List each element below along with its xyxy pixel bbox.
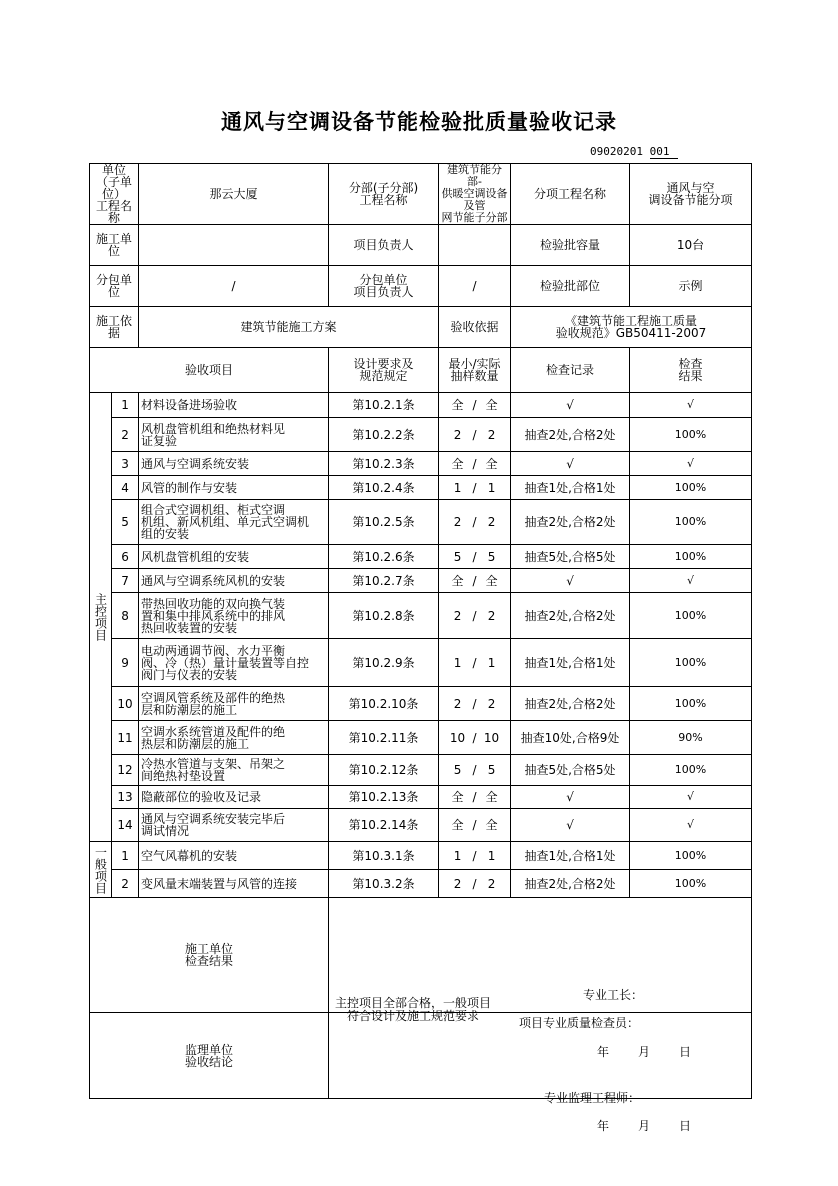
item-sample: 5 / 5 (439, 755, 511, 786)
item-record: 抽查2处,合格2处 (511, 593, 630, 639)
item-name: 风机盘管机组的安装 (139, 545, 329, 569)
item-result: 90% (630, 721, 752, 755)
sub-value: / (139, 266, 329, 307)
item-clause: 第10.2.6条 (329, 545, 439, 569)
item-sample: 1 / 1 (439, 476, 511, 500)
part-value: 示例 (630, 266, 752, 307)
unit-value: 那云大厦 (139, 164, 329, 225)
item-no: 7 (112, 569, 139, 593)
item-name: 组合式空调机组、柜式空调 机组、新风机组、单元式空调机 组的安装 (139, 500, 329, 545)
table-row (90, 786, 752, 809)
construction-check-area (329, 898, 752, 1059)
header-result: 检查 结果 (630, 348, 752, 393)
item-no: 1 (112, 842, 139, 870)
construction-conclusion: 主控项目全部合格，一般项目 符合设计及施工规范要求 (335, 996, 492, 1023)
pm-label: 项目负责人 (329, 225, 439, 266)
item-record: √ (511, 452, 630, 476)
supervision-label: 监理单位 验收结论 (90, 1013, 329, 1099)
sub-label: 分包单位 (90, 266, 139, 307)
acceptance-form (89, 163, 752, 1133)
item-result: 100% (630, 418, 752, 452)
item-record: 抽查2处,合格2处 (511, 500, 630, 545)
header-record: 检查记录 (511, 348, 630, 393)
item-clause: 第10.2.11条 (329, 721, 439, 755)
supervision-month: 月 (638, 1118, 651, 1133)
item-name: 通风与空调系统安装完毕后 调试情况 (139, 809, 329, 842)
item-sample: 全 / 全 (439, 393, 511, 418)
pm-value (439, 225, 511, 266)
unit-label: 单位（子单位） 工程名称 (90, 164, 139, 225)
constructor-label: 施工单位 (90, 225, 139, 266)
code-suffix: 001 (650, 145, 678, 159)
sub-pm-label: 分包单位 项目负责人 (329, 266, 439, 307)
item-result: 100% (630, 755, 752, 786)
item-result: 100% (630, 639, 752, 687)
item-clause: 第10.2.2条 (329, 418, 439, 452)
item-sample: 全 / 全 (439, 786, 511, 809)
item-name: 带热回收功能的双向换气装 置和集中排风系统中的排风 热回收装置的安装 (139, 593, 329, 639)
subitem-label: 分项工程名称 (511, 164, 630, 225)
item-sample: 5 / 5 (439, 545, 511, 569)
construction-year: 年 (597, 1045, 610, 1059)
construction-month: 月 (638, 1045, 651, 1059)
table-row (90, 452, 752, 476)
construction-day: 日 (679, 1045, 692, 1059)
subitem-value: 通风与空 调设备节能分项 (630, 164, 752, 225)
table-row (90, 687, 752, 721)
table-row (90, 721, 752, 755)
division-label: 分部(子分部) 工程名称 (329, 164, 439, 225)
basis-value: 建筑节能施工方案 (139, 307, 439, 348)
item-no: 1 (112, 393, 139, 418)
item-clause: 第10.2.1条 (329, 393, 439, 418)
inspector-label: 项目专业质量检查员： (519, 1016, 640, 1030)
item-clause: 第10.2.10条 (329, 687, 439, 721)
header-item: 验收项目 (90, 348, 329, 393)
item-no: 14 (112, 809, 139, 842)
item-name: 空气风幕机的安装 (139, 842, 329, 870)
item-sample: 1 / 1 (439, 639, 511, 687)
header-sample: 最小/实际 抽样数量 (439, 348, 511, 393)
item-record: √ (511, 569, 630, 593)
item-clause: 第10.2.7条 (329, 569, 439, 593)
basis-label: 施工依据 (90, 307, 139, 348)
item-clause: 第10.2.14条 (329, 809, 439, 842)
item-clause: 第10.2.9条 (329, 639, 439, 687)
general-item-label: 一般项目 (90, 842, 112, 898)
table-row (90, 418, 752, 452)
table-row (90, 500, 752, 545)
item-clause: 第10.2.8条 (329, 593, 439, 639)
item-name: 电动两通调节阀、水力平衡 阀、冷（热）量计量装置等自控 阀门与仪表的安装 (139, 639, 329, 687)
item-record: √ (511, 393, 630, 418)
item-name: 风管的制作与安装 (139, 476, 329, 500)
item-result: 100% (630, 842, 752, 870)
table-row (90, 639, 752, 687)
main-control-label: 主控项目 (90, 393, 112, 842)
item-record: 抽查2处,合格2处 (511, 870, 630, 898)
item-result: √ (630, 569, 752, 593)
item-no: 8 (112, 593, 139, 639)
item-result: 100% (630, 593, 752, 639)
item-no: 6 (112, 545, 139, 569)
record-code (590, 145, 678, 159)
item-sample: 2 / 2 (439, 870, 511, 898)
table-row (90, 755, 752, 786)
item-record: 抽查2处,合格2处 (511, 418, 630, 452)
item-result: √ (630, 809, 752, 842)
item-no: 10 (112, 687, 139, 721)
item-clause: 第10.2.5条 (329, 500, 439, 545)
item-name: 通风与空调系统安装 (139, 452, 329, 476)
item-record: √ (511, 809, 630, 842)
item-clause: 第10.2.4条 (329, 476, 439, 500)
capacity-label: 检验批容量 (511, 225, 630, 266)
item-result: 100% (630, 545, 752, 569)
item-no: 2 (112, 418, 139, 452)
item-clause: 第10.2.3条 (329, 452, 439, 476)
code-prefix: 09020201 (590, 145, 643, 158)
page-title: 通风与空调设备节能检验批质量验收记录 (221, 110, 617, 134)
table-row (90, 842, 752, 870)
item-no: 5 (112, 500, 139, 545)
item-record: 抽查2处,合格2处 (511, 687, 630, 721)
constructor-value (139, 225, 329, 266)
item-name: 隐蔽部位的验收及记录 (139, 786, 329, 809)
item-name: 空调水系统管道及配件的绝 热层和防潮层的施工 (139, 721, 329, 755)
item-name: 变风量末端装置与风管的连接 (139, 870, 329, 898)
item-result: 100% (630, 500, 752, 545)
item-no: 11 (112, 721, 139, 755)
item-sample: 2 / 2 (439, 593, 511, 639)
table-row (90, 593, 752, 639)
item-no: 13 (112, 786, 139, 809)
engineer-label: 专业监理工程师： (544, 1090, 641, 1105)
item-name: 材料设备进场验收 (139, 393, 329, 418)
item-result: 100% (630, 687, 752, 721)
item-sample: 10 / 10 (439, 721, 511, 755)
item-record: 抽查1处,合格1处 (511, 639, 630, 687)
table-row (90, 476, 752, 500)
item-no: 12 (112, 755, 139, 786)
item-sample: 全 / 全 (439, 809, 511, 842)
header-design: 设计要求及 规范规定 (329, 348, 439, 393)
item-no: 9 (112, 639, 139, 687)
item-result: √ (630, 786, 752, 809)
capacity-value: 10台 (630, 225, 752, 266)
item-sample: 全 / 全 (439, 569, 511, 593)
item-sample: 2 / 2 (439, 687, 511, 721)
item-record: √ (511, 786, 630, 809)
table-row (90, 809, 752, 842)
item-result: √ (630, 452, 752, 476)
item-clause: 第10.3.2条 (329, 870, 439, 898)
item-sample: 1 / 1 (439, 842, 511, 870)
item-clause: 第10.2.13条 (329, 786, 439, 809)
item-no: 4 (112, 476, 139, 500)
item-clause: 第10.3.1条 (329, 842, 439, 870)
item-name: 冷热水管道与支架、吊架之 间绝热衬垫设置 (139, 755, 329, 786)
acc-basis-label: 验收依据 (439, 307, 511, 348)
acc-basis-value: 《建筑节能工程施工质量 验收规范》GB50411-2007 (511, 307, 752, 348)
item-sample: 全 / 全 (439, 452, 511, 476)
item-record: 抽查1处,合格1处 (511, 476, 630, 500)
item-result: 100% (630, 476, 752, 500)
part-label: 检验批部位 (511, 266, 630, 307)
item-no: 2 (112, 870, 139, 898)
construction-check-label: 施工单位 检查结果 (90, 898, 329, 1013)
item-result: √ (630, 393, 752, 418)
item-record: 抽查5处,合格5处 (511, 755, 630, 786)
sub-pm-value: / (439, 266, 511, 307)
table-row (90, 545, 752, 569)
item-sample: 2 / 2 (439, 500, 511, 545)
foreman-label: 专业工长： (583, 988, 644, 1002)
table-row (90, 870, 752, 898)
supervision-day: 日 (679, 1118, 692, 1133)
item-name: 通风与空调系统风机的安装 (139, 569, 329, 593)
table-row (90, 569, 752, 593)
division-value: 建筑节能分部- 供暖空调设备及管 网节能子分部 (439, 164, 511, 225)
item-name: 风机盘管机组和绝热材料见 证复验 (139, 418, 329, 452)
item-record: 抽查5处,合格5处 (511, 545, 630, 569)
table-row (90, 393, 752, 418)
item-result: 100% (630, 870, 752, 898)
item-record: 抽查10处,合格9处 (511, 721, 630, 755)
item-no: 3 (112, 452, 139, 476)
item-sample: 2 / 2 (439, 418, 511, 452)
item-clause: 第10.2.12条 (329, 755, 439, 786)
item-record: 抽查1处,合格1处 (511, 842, 630, 870)
supervision-year: 年 (597, 1118, 610, 1133)
item-name: 空调风管系统及部件的绝热 层和防潮层的施工 (139, 687, 329, 721)
